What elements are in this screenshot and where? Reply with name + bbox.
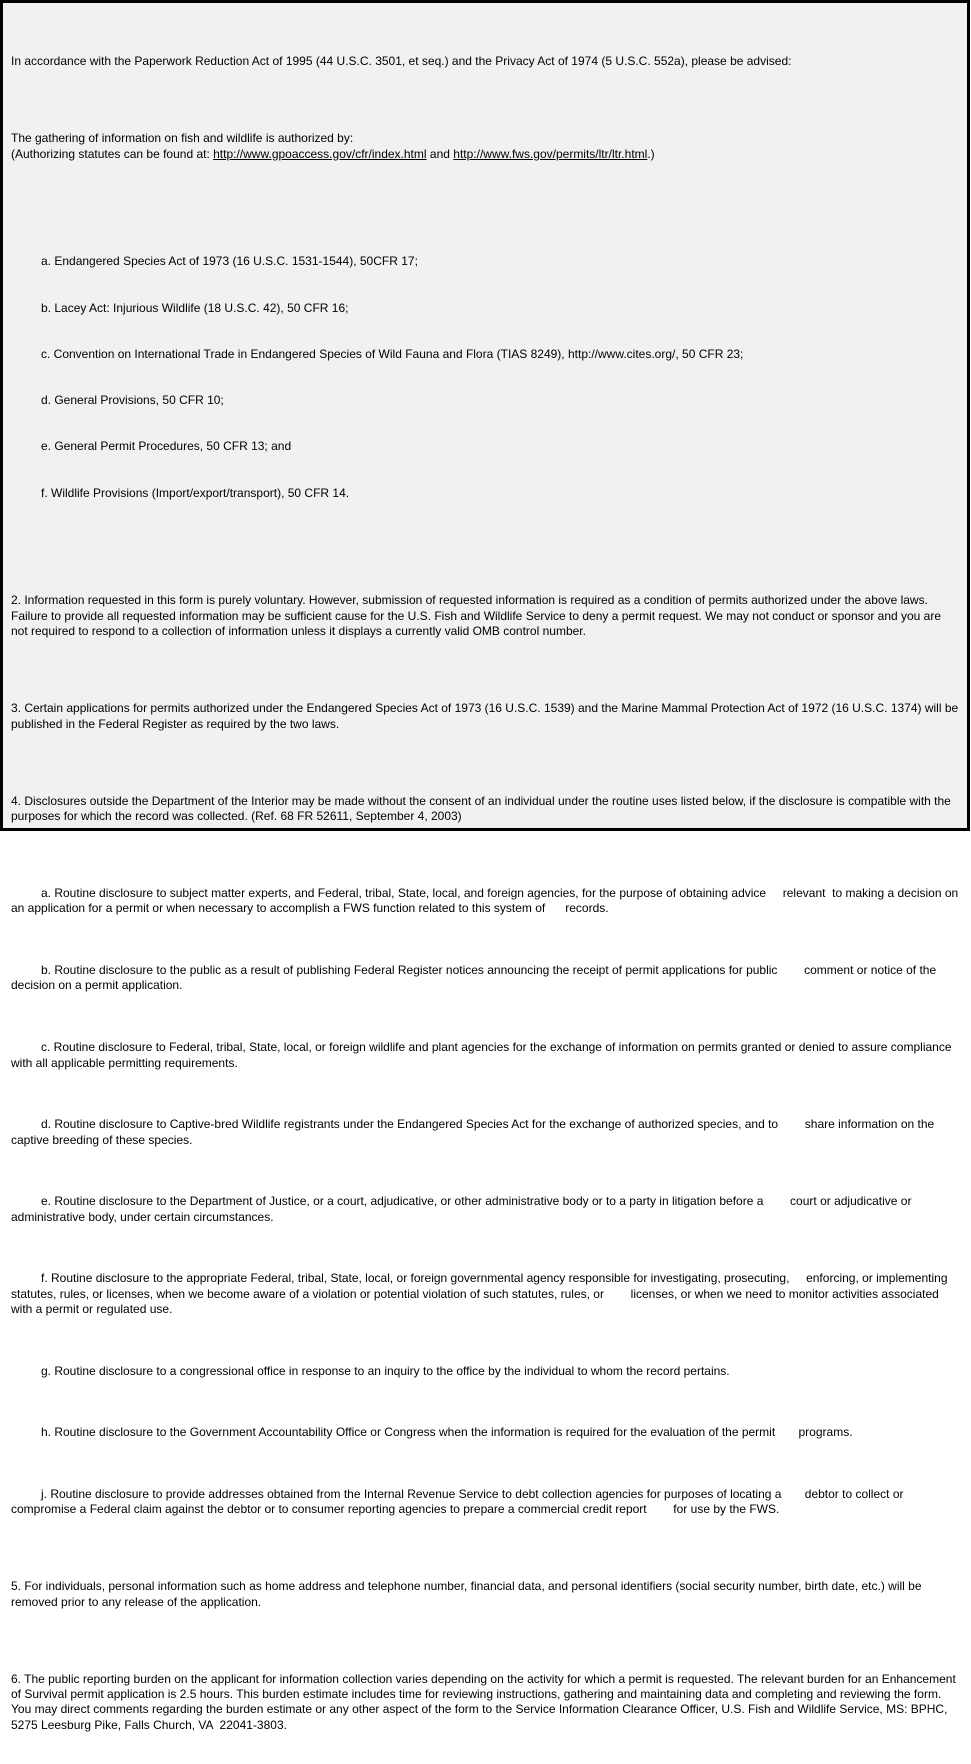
statute-item-a: a. Endangered Species Act of 1973 (16 U.S.C. 1531-1544), 50CFR 17; [41,254,418,269]
routine-disclosure-e: e. Routine disclosure to the Department of Justice, or a court, adjudicative, or other administrative body or to a party in litigation before a court or adjudicative or administrative body, under certain circumstances. [11,1194,915,1224]
routine-disclosure-h: h. Routine disclosure to the Government Accountability Office or Congress when the information is required for the evaluation of the permit programs. [41,1425,853,1440]
statute-list [11,224,959,532]
gpoaccess-url-link[interactable]: http://www.gpoaccess.gov/cfr/index.html [213,146,427,161]
routine-disclosure-j: j. Routine disclosure to provide addresses obtained from the Internal Revenue Service to debt collection agencies for purposes of locating a debtor to collect or compromise a Federal claim against the debtor or to consumer reporting agencies to prepare a commercial credit report for use by the FWS. [11,1486,907,1517]
routine-disclosure-b: b. Routine disclosure to the public as a result of publishing Federal Register notices announcing the receipt of permit applications for public comment or notice of the decision on a permit application. [11,963,940,993]
fws-permits-url-link[interactable]: http://www.fws.gov/permits/ltr/ltr.html [453,146,648,161]
routine-disclosure-d: d. Routine disclosure to Captive-bred Wildlife registrants under the Endangered Species Act for the exchange of authorized species, and to share information on the captive breeding of these species. [11,1117,938,1147]
authorization-line2-prefix: (Authorizing statutes can be found at: [11,146,214,161]
routine-disclosure-c: c. Routine disclosure to Federal, tribal, State, local, or foreign wildlife and plant agencies for the exchange of information on permits granted or denied to assure compliance with all applicable permitting requirements. [11,1040,955,1070]
routine-disclosure-f: f. Routine disclosure to the appropriate Federal, tribal, State, local, or foreign governmental agency responsible for investigating, prosecuting, enforcing, or implementing statutes, rules, or licenses, when we become aware of a violation or potential violation of such statutes, rules, or licenses, or when we need to monitor activities associated with a permit or regulated use. [11,1271,951,1316]
routine-disclosure-g: g. Routine disclosure to a congressional office in response to an inquiry to the office by the individual to whom the record pertains. [41,1363,730,1378]
intro-paragraph: In accordance with the Paperwork Reduction Act of 1995 (44 U.S.C. 3501, et seq.) and the Privacy Act of 1974 (5 U.S.C. 552a), please be advised: [11,54,792,69]
authorization-paragraph [11,131,959,162]
statute-item-c: c. Convention on International Trade in Endangered Species of Wild Fauna and Flora (TIAS 8249), http://www.cites.org/, 50 CFR 23; [41,346,744,361]
authorization-and-text: and [426,146,454,161]
routine-disclosure-a: a. Routine disclosure to subject matter experts, and Federal, tribal, State, local, and foreign agencies, for the purpose of obtaining advice relevant to making a decision on an application for a permit or when necessary to accomplish a FWS function related to this system of records. [11,886,962,916]
statute-item-d: d. General Provisions, 50 CFR 10; [41,393,224,408]
paragraph-4: 4. Disclosures outside the Department of the Interior may be made without the consent of an individual under the routine uses listed below, if the disclosure is compatible with the purposes for which the record was collected. (Ref. 68 FR 52611, September 4, 2003) [11,793,955,824]
paragraph-5: 5. For individuals, personal information such as home address and telephone number, financial data, and personal identifiers (social security number, birth date, etc.) will be removed prior to any release of the application. [11,1579,925,1609]
paragraph-2: 2. Information requested in this form is purely voluntary. However, submission of requested information is required as a condition of permits authorized under the above laws. Failure to provide all requested information may be sufficient cause for the U.S. Fish and Wildlife Service to deny a permit request. We may not conduct or sponsor and you are not required to respond to a collection of information unless it displays a currently valid OMB control number. [11,593,945,639]
statute-item-f: f. Wildlife Provisions (Import/export/transport), 50 CFR 14. [41,485,350,500]
statute-item-b: b. Lacey Act: Injurious Wildlife (18 U.S.C. 42), 50 CFR 16; [41,300,349,315]
paragraph-6: 6. The public reporting burden on the applicant for information collection varies depending on the activity for which a permit is requested. The relevant burden for an Enhancement of Survival permit application is 2.5 hours. This burden estimate includes time for reviewing instructions, gathering and maintaining data and completing and reviewing the form. You may direct comments regarding the burden estimate or any other aspect of the form to the Service Information Clearance Officer, U.S. Fish and Wildlife Service, MS: BPHC, 5275 Leesburg Pike, Falls Church, VA 22041-3803. [11,1671,960,1732]
paragraph-3: 3. Certain applications for permits authorized under the Endangered Species Act of 1973 (16 U.S.C. 1539) and the Marine Mammal Protection Act of 1972 (16 U.S.C. 1374) will be published in the Federal Register as required by the two laws. [11,701,962,731]
statute-item-e: e. General Permit Procedures, 50 CFR 13; and [41,439,292,454]
authorization-line2-suffix: .) [647,146,655,161]
authorization-line1: The gathering of information on fish and wildlife is authorized by: [11,131,354,146]
